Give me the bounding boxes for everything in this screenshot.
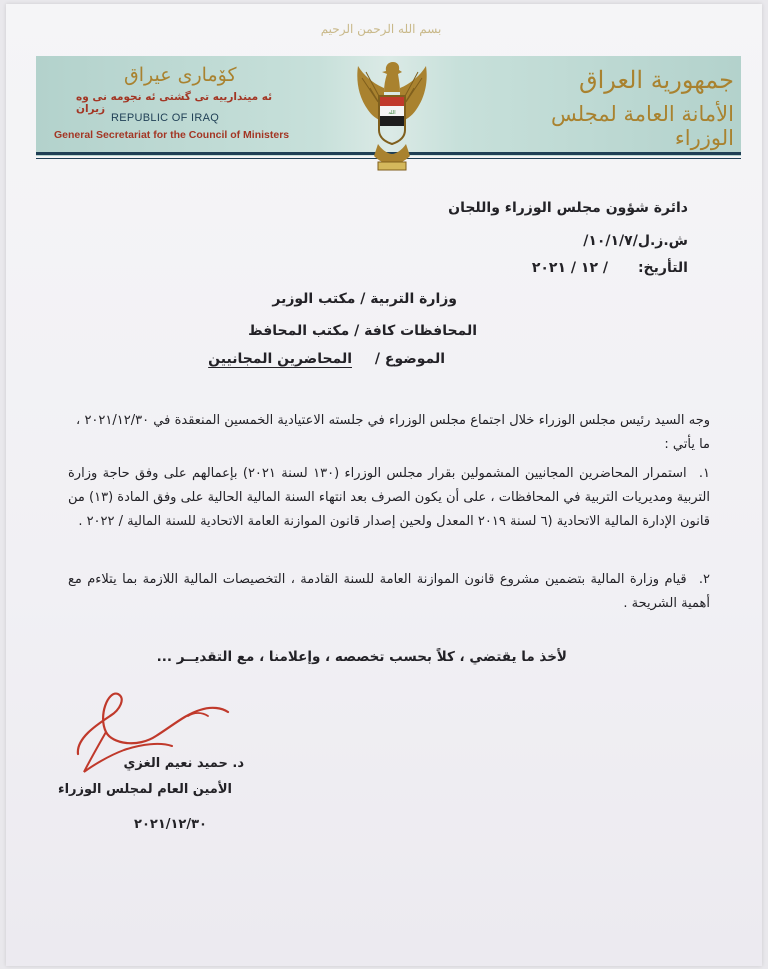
arabic-subtitle: الأمانة العامة لمجلس الوزراء bbox=[550, 102, 734, 150]
list-item bbox=[68, 568, 710, 616]
date-label: التأريخ: bbox=[637, 260, 688, 276]
svg-text:الله: الله bbox=[388, 110, 396, 116]
date-value: / ١٢ / ٢٠٢١ bbox=[531, 260, 608, 276]
list-item bbox=[68, 462, 710, 534]
body-intro: وجه السيد رئيس مجلس الوزراء خلال اجتماع مجلس الوزراء في جلسته الاعتيادية الخمسين المنعقدة في ٢٠٢١/١٢/٣٠ ، ما يأتي : bbox=[76, 413, 711, 452]
closing-line: لأخذ ما يقتضي ، كلاً بحسب تخصصه ، وإعلامنا ، مع التقديــر ... bbox=[156, 649, 567, 665]
recipient-line-1: وزارة التربية / مكتب الوزير bbox=[272, 291, 457, 307]
kurdish-subtitle: ئه‌ میندارییه‌ تی گشتی ئه‌ نجومه‌ نی وه‌ زیران bbox=[76, 91, 273, 115]
recipient-line-2: المحافظات كافة / مكتب المحافظ bbox=[248, 323, 477, 339]
kurdish-title: كۆماری عیراق bbox=[124, 64, 237, 86]
signatory-name: د. حميد نعيم الغزي bbox=[123, 756, 244, 771]
item-text: قيام وزارة المالية بتضمين مشروع قانون الموازنة العامة للسنة القادمة ، التخصيصات المالية اللازمة بما يتلاءم مع أهمية الشريحة . bbox=[68, 572, 710, 611]
signatory-title: الأمين العام لمجلس الوزراء bbox=[57, 782, 232, 797]
letter-page bbox=[6, 4, 762, 966]
english-secretariat: General Secretariat for the Council of Ministers bbox=[54, 129, 290, 141]
subject-value: المحاضرين المجانيين bbox=[208, 351, 352, 367]
department-name: دائرة شؤون مجلس الوزراء واللجان bbox=[448, 200, 688, 216]
item-number: ١. bbox=[698, 466, 711, 481]
item-number: ٢. bbox=[698, 572, 710, 587]
arabic-title: جمهورية العراق bbox=[578, 66, 734, 94]
reference-number: ش.ز.ل/١٠/١/٧/ bbox=[583, 233, 688, 249]
english-republic: REPUBLIC OF IRAQ bbox=[111, 112, 220, 124]
signature-date: ٢٠٢١/١٢/٣٠ bbox=[134, 817, 207, 832]
eagle-emblem-icon bbox=[348, 58, 438, 178]
item-text: استمرار المحاضرين المجانيين المشمولين بقرار مجلس الوزراء (١٣٠ لسنة ٢٠٢١) بإعمالهم على وفق حاجة وزارة التربية ومديريات التربية في المحافظات ، على أن يكون الصرف بعد انتهاء السنة المالية الحالية على وفق المادة (١٣) من قانون الإدارة المالية الاتحادية (٦ لسنة ٢٠١٩ المعدل ولحين إصدار قانون الموازنة العامة الاتحادية للسنة المالية / ٢٠٢٢ . bbox=[68, 466, 710, 529]
subject-label: الموضوع / bbox=[374, 351, 445, 367]
bismillah-header: بسم الله الرحمن الرحيم bbox=[320, 22, 442, 36]
